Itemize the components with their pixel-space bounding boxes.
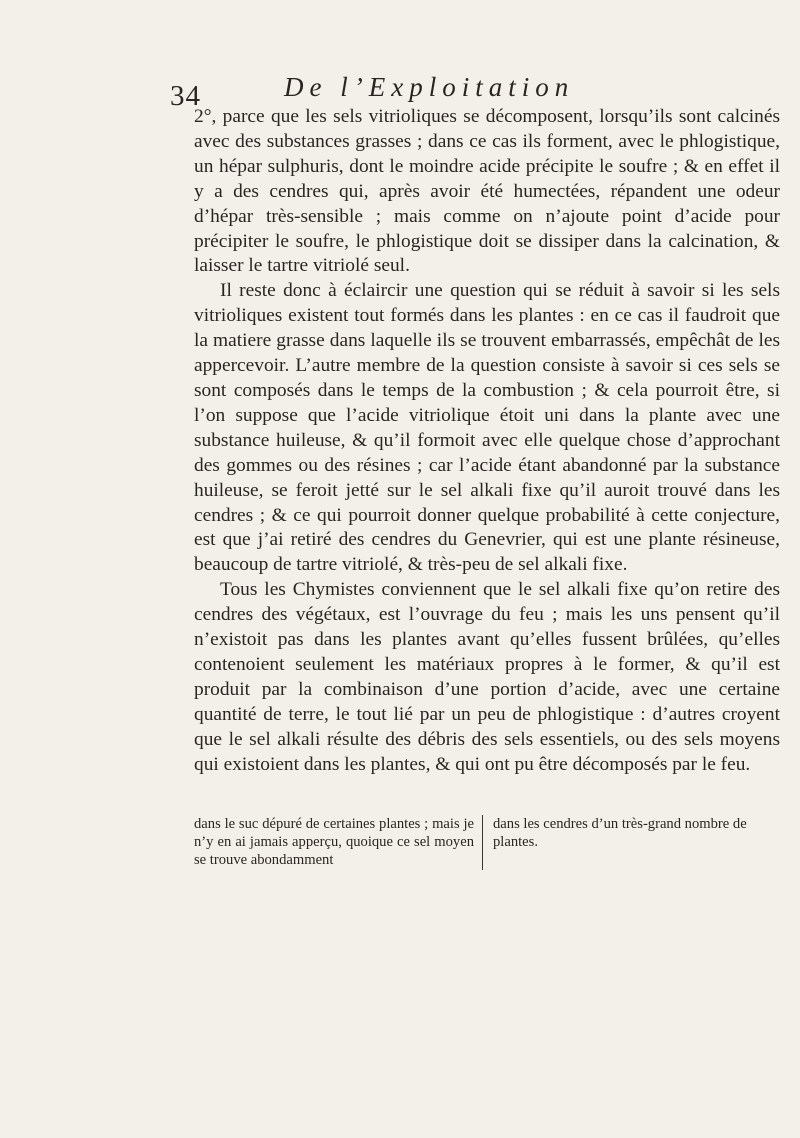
- main-text: [194, 105, 780, 777]
- page-number: 34: [170, 80, 201, 112]
- footnote-left-column: dans le suc dépuré de certaines plantes ; mais je n’y en ai jamais apperçu, quoique ce sel moyen se trouve abondamment: [194, 815, 483, 870]
- paragraph: Il reste donc à éclaircir une question qui se réduit à savoir si les sels vitrioliques existent tout formés dans les plantes : en ce cas il faudroit que la matiere grasse dans laquelle ils se trouvent embarrassés, empêchât de les appercevoir. L’autre membre de la question consiste à savoir si ces sels se sont composés dans le temps de la combustion ; & cela pourroit être, si l’on suppose que l’acide vitriolique étoit uni dans la plante avec une substance huileuse, & qu’il formoit avec elle quelque chose d’approchant des gommes ou des résines ; car l’acide étant abandonné par la substance huileuse, se feroit jetté sur le sel alkali fixe qu’il auroit trouvé dans les cendres ; & ce qui pourroit donner quelque probabilité à cette conjecture, est que j’ai retiré des cendres du Genevrier, qui est une plante résineuse, beaucoup de tartre vitriolé, & très-peu de sel alkali fixe.: [194, 280, 780, 576]
- footnote-right-column: dans les cendres d’un très-grand nombre de plantes.: [493, 816, 747, 851]
- footnotes: [194, 815, 784, 870]
- running-title: De l’Exploitation: [284, 72, 575, 102]
- paragraph: 2°, parce que les sels vitrioliques se décomposent, lorsqu’ils sont calcinés avec des substances grasses ; dans ce cas ils forment, avec le phlogistique, un hépar sulphuris, dont le moindre acide précipite le soufre ; & en effet il y a des cendres qui, après avoir été humectées, répandent une odeur d’hépar très-sensible ; mais comme on n’ajoute point d’acide pour précipiter le soufre, le phlogistique doit se dissiper dans la calcination, & laisser le tartre vitriolé seul.: [194, 106, 780, 277]
- paragraph: Tous les Chymistes conviennent que le sel alkali fixe qu’on retire des cendres des végétaux, est l’ouvrage du feu ; mais les uns pensent qu’il n’existoit pas dans les plantes avant qu’elles fussent brûlées, qu’elles contenoient seulement les matériaux propres à le former, & qu’il est produit par la combinaison d’une portion d’acide, avec une certaine quantité de terre, le tout lié par un peu de phlogistique : d’autres croyent que le sel alkali résulte des débris des sels essentiels, ou des sels moyens qui existoient dans les plantes, & qui ont pu être décomposés par le feu.: [194, 579, 780, 775]
